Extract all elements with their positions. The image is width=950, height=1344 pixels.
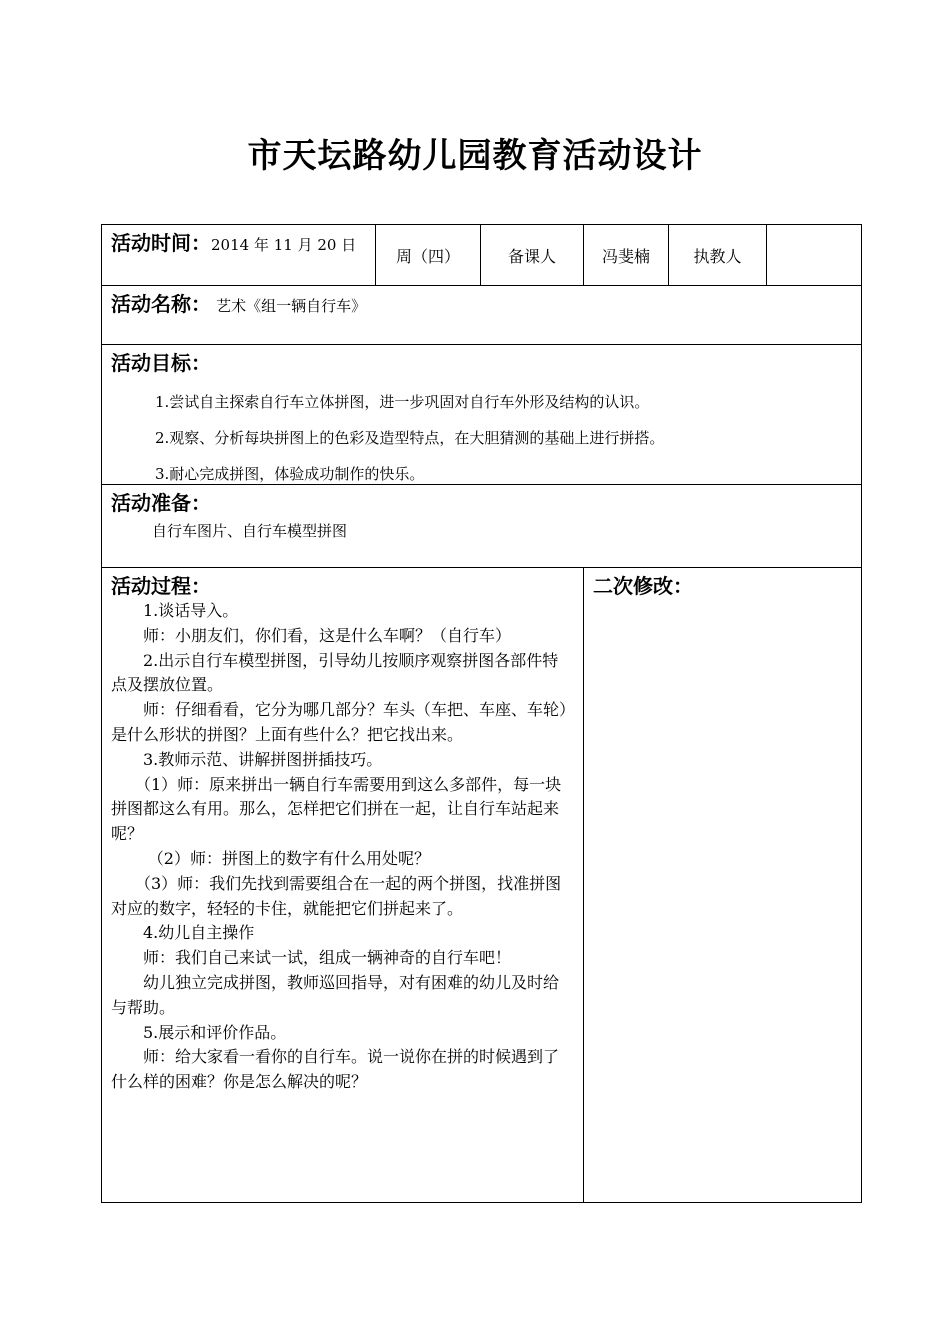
header-row <box>102 225 862 286</box>
activity-time-cell <box>102 225 376 286</box>
preparation-value: 自行车图片、自行车模型拼图 <box>152 522 348 540</box>
activity-time-value: 2014 年 11 月 20 日 <box>211 236 357 254</box>
process-paragraph: 2.出示自行车模型拼图，引导幼儿按顺序观察拼图各部件特点及摆放位置。 <box>111 650 559 695</box>
process-paragraph: （3）师：我们先找到需要组合在一起的两个拼图，找准拼图对应的数字，轻轻的卡住，就能把它们拼起来了。 <box>111 873 562 918</box>
process-label: 活动过程： <box>111 574 211 598</box>
activity-name-value: 艺术《组一辆自行车》 <box>216 297 367 315</box>
process-paragraph: 1.谈话导入。 <box>143 601 239 620</box>
activity-name-cell <box>102 286 862 345</box>
process-paragraph: 4.幼儿自主操作 <box>143 923 255 943</box>
goal-item: 2.观察、分析每块拼图上的色彩及造型特点，在大胆猜测的基础上进行拼搭。 <box>155 429 665 447</box>
goals-label: 活动目标： <box>111 351 211 375</box>
process-paragraph: 幼儿独立完成拼图，教师巡回指导，对有困难的幼儿及时给与帮助。 <box>111 972 560 1017</box>
teacher-label: 执教人 <box>669 225 767 286</box>
process-paragraph: 师：给大家看一看你的自行车。说一说你在拼的时候遇到了什么样的困难？你是怎么解决的呢？ <box>111 1047 560 1092</box>
process-paragraph: （1）师：原来拼出一辆自行车需要用到这么多部件，每一块拼图都这么有用。那么，怎样把它们拼在一起，让自行车站起来呢？ <box>111 774 562 844</box>
goal-item: 1.尝试自主探索自行车立体拼图，进一步巩固对自行车外形及结构的认识。 <box>155 393 650 411</box>
process-paragraph: 师：小朋友们，你们看，这是什么车啊？（自行车） <box>143 625 512 645</box>
process-paragraph: 5.展示和评价作品。 <box>143 1022 287 1042</box>
preparation-row <box>102 485 862 568</box>
activity-name-label: 活动名称： <box>111 292 211 316</box>
activity-name-row <box>102 286 862 345</box>
prep-person-label: 备课人 <box>481 225 584 286</box>
page-title: 市天坛路幼儿园教育活动设计 <box>247 136 703 176</box>
process-content <box>111 599 575 1095</box>
process-paragraph: （2）师：拼图上的数字有什么用处呢？ <box>147 848 430 868</box>
preparation-cell <box>102 485 862 568</box>
revision-label: 二次修改： <box>593 574 693 598</box>
process-paragraph: 师：我们自己来试一试，组成一辆神奇的自行车吧！ <box>143 948 512 968</box>
activity-design-table <box>101 224 862 1203</box>
goal-item: 3.耐心完成拼图，体验成功制作的快乐。 <box>155 465 425 483</box>
process-paragraph: 3.教师示范、讲解拼图拼插技巧。 <box>143 749 383 769</box>
preparation-label: 活动准备： <box>111 491 211 515</box>
goals-cell <box>102 345 862 485</box>
goals-row <box>102 345 862 485</box>
weekday-cell: 周（四） <box>376 225 481 286</box>
teacher-name <box>767 225 862 286</box>
prep-person-name: 冯斐楠 <box>584 225 669 286</box>
process-row <box>102 568 862 1203</box>
activity-time-label: 活动时间： <box>111 231 211 255</box>
process-paragraph: 师：仔细看看，它分为哪几部分？车头（车把、车座、车轮）是什么形状的拼图？上面有些什么？把它找出来。 <box>111 700 568 744</box>
process-cell <box>102 568 584 1203</box>
revision-cell <box>584 568 862 1203</box>
